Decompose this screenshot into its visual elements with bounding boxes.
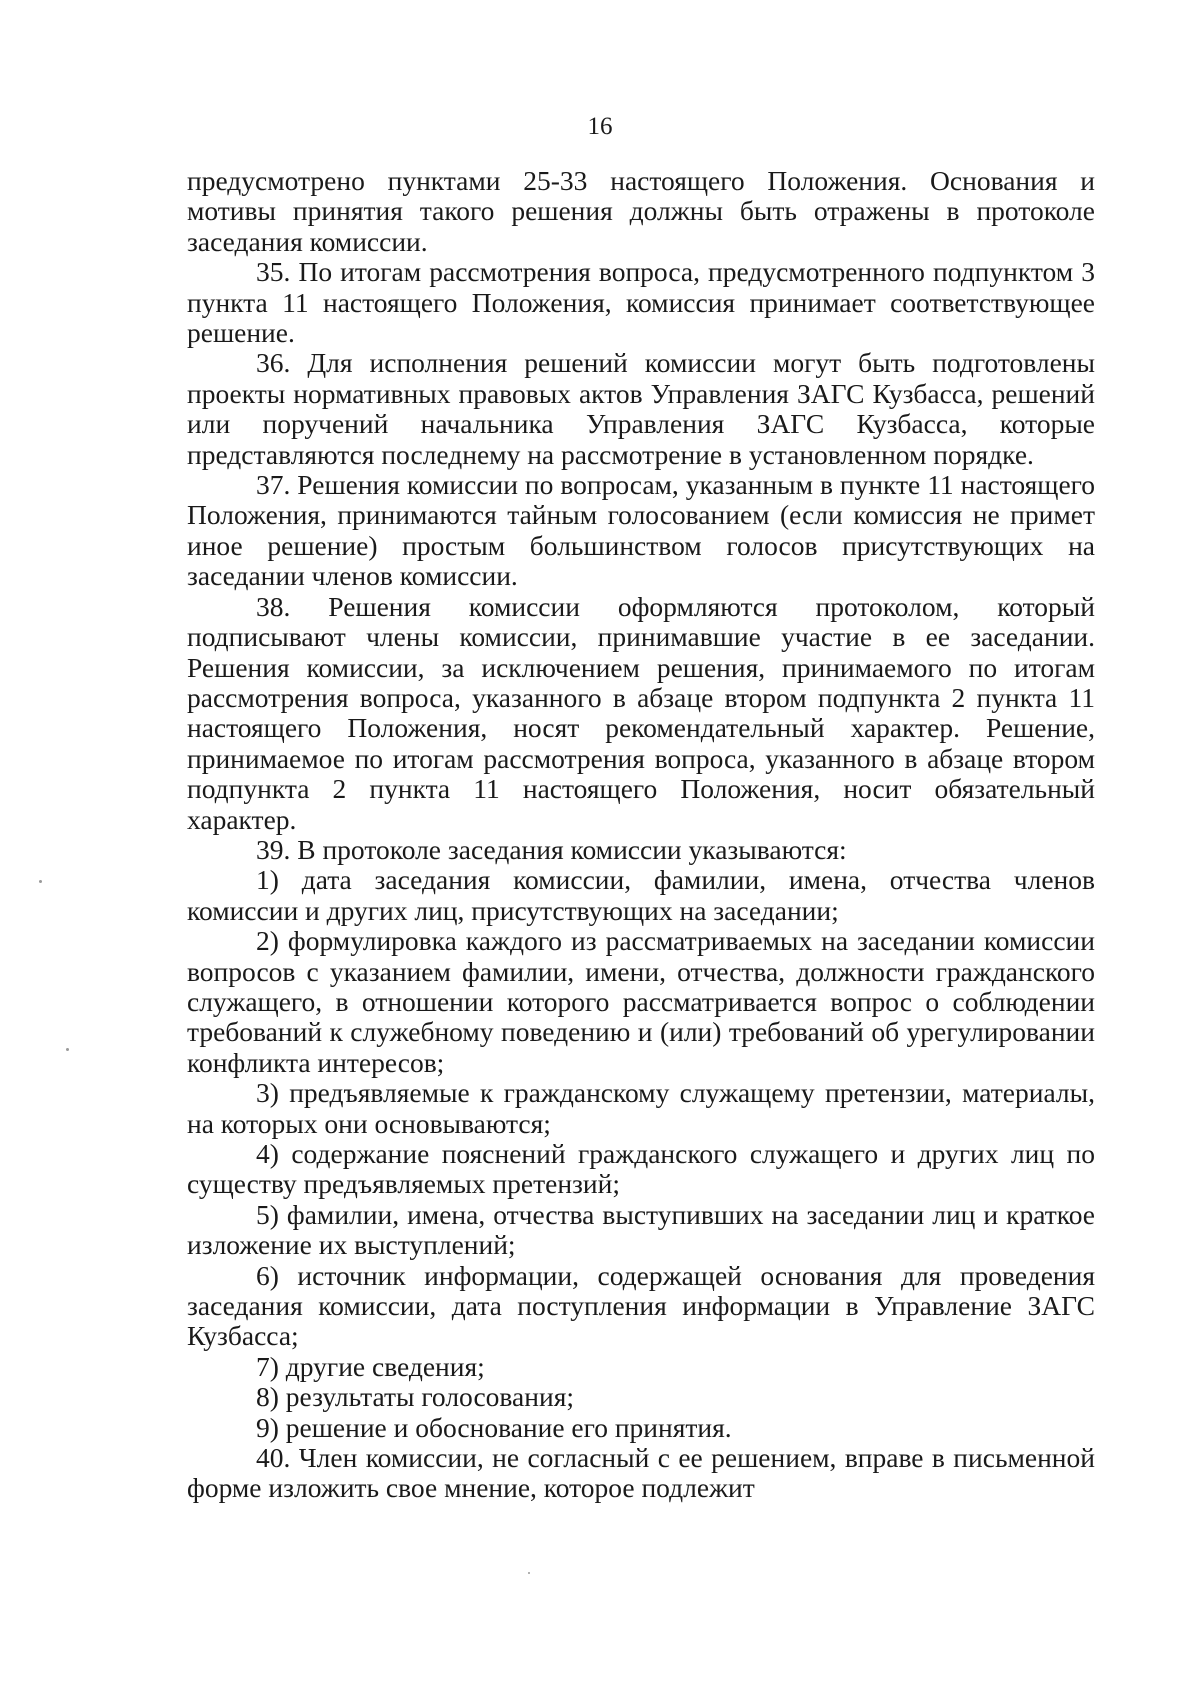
list-item-39-3: 3) предъявляемые к гражданскому служащему претензии, материалы, на которых они основываются; xyxy=(187,1077,1095,1139)
document-body xyxy=(187,166,1095,1504)
scan-speck xyxy=(66,1048,69,1051)
paragraph-35: 35. По итогам рассмотрения вопроса, предусмотренного подпунктом 3 пункта 11 настоящего Положения, комиссия принимает соответствующее решение. xyxy=(187,256,1095,349)
scan-speck xyxy=(528,1572,530,1574)
page-number: 16 xyxy=(587,113,613,140)
list-item-39-2: 2) формулировка каждого из рассматриваемых на заседании комиссии вопросов с указанием фамилии, имени, отчества, должности гражданского служащего, в отношении которого рассматривается вопрос о соблюдении требований к служебному поведению и (или) требований об урегулировании конфликта интересов; xyxy=(187,925,1095,1078)
paragraph-continuation: предусмотрено пунктами 25-33 настоящего Положения. Основания и мотивы принятия такого решения должны быть отражены в протоколе заседания комиссии. xyxy=(187,165,1095,257)
list-item-39-5: 5) фамилии, имена, отчества выступивших на заседании лиц и краткое изложение их выступлений; xyxy=(187,1198,1095,1261)
paragraph-39: 39. В протоколе заседания комиссии указываются: xyxy=(256,833,847,865)
paragraph-38: 38. Решения комиссии оформляются протоколом, который подписывают члены комиссии, принимавшие участие в ее заседании. Решения комиссии, за исключением решения, принимаемого по итогам рассмотрения вопроса, указанного в абзаце втором подпункта 2 пункта 11 настоящего Положения, носят рекомендательный характер. Решение, принимаемое по итогам рассмотрения вопроса, указанного в абзаце втором подпункта 2 пункта 11 настоящего Положения, носит обязательный характер. xyxy=(187,590,1095,835)
list-item-39-9: 9) решение и обоснование его принятия. xyxy=(256,1411,732,1443)
list-item-39-7: 7) другие сведения; xyxy=(256,1350,485,1382)
list-item-39-4: 4) содержание пояснений гражданского служащего и других лиц по существу предъявляемых претензий; xyxy=(187,1138,1095,1200)
scan-speck xyxy=(39,880,42,883)
list-item-39-6: 6) источник информации, содержащей основания для проведения заседания комиссии, дата поступления информации в Управление ЗАГС Кузбасса; xyxy=(187,1259,1095,1352)
paragraph-40: 40. Член комиссии, не согласный с ее решением, вправе в письменной форме изложить свое мнение, которое подлежит xyxy=(187,1442,1095,1504)
paragraph-37: 37. Решения комиссии по вопросам, указанным в пункте 11 настоящего Положения, принимаются тайным голосованием (если комиссия не примет иное решение) простым большинством голосов присутствующих на заседании членов комиссии. xyxy=(187,469,1095,592)
list-item-39-8: 8) результаты голосования; xyxy=(256,1381,574,1413)
list-item-39-1: 1) дата заседания комиссии, фамилии, имена, отчества членов комиссии и других лиц, присутствующих на заседании; xyxy=(187,864,1095,926)
paragraph-36: 36. Для исполнения решений комиссии могут быть подготовлены проекты нормативных правовых актов Управления ЗАГС Кузбасса, решений или поручений начальника Управления ЗАГС Кузбасса, которые представляются последнему на рассмотрение в установленном порядке. xyxy=(187,347,1095,470)
